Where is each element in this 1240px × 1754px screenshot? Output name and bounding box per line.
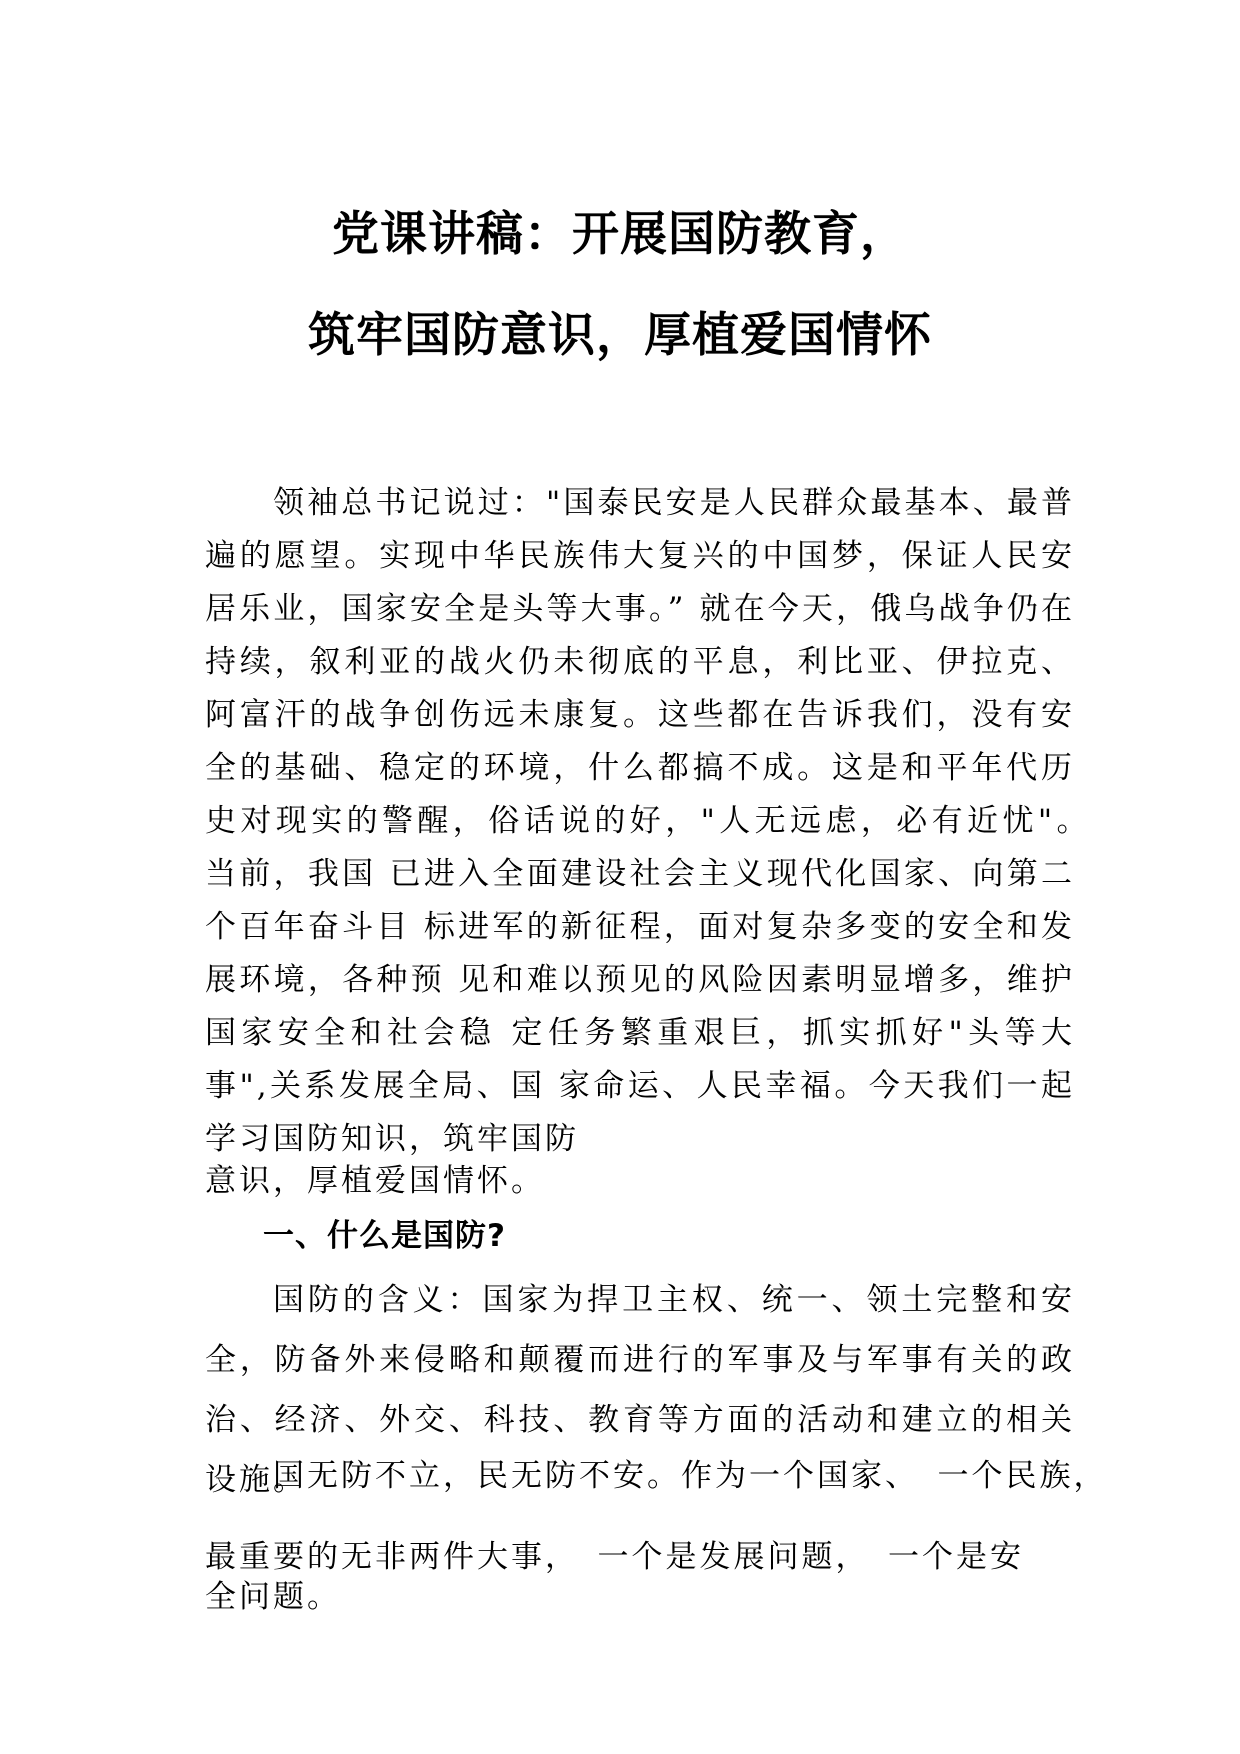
document-title-line-2: 筑牢国防意识，厚植爱国情怀	[308, 308, 932, 363]
importance-paragraph-tail: 最重要的无非两件大事， 一个是发展问题， 一个是安全问题。	[205, 1539, 1024, 1615]
intro-paragraph-tail: 意识，厚植爱国情怀。	[205, 1163, 545, 1199]
document-title-line-1: 党课讲稿：开展国防教育，	[332, 207, 908, 262]
importance-paragraph: 国无防不立，民无防不安。作为一个国家、 一个民族，	[273, 1458, 1108, 1494]
section-heading-what-is-national-defense: 一、什么是国防?	[263, 1218, 506, 1254]
definition-paragraph: 国防的含义：国家为捍卫主权、统一、领土完整和安全，防备外来侵略和颠覆而进行的军事及与军事有关的政治、经济、外交、科技、教育等方面的活动和建立的相关设施。	[205, 1282, 1075, 1498]
intro-paragraph: 领袖总书记说过："国泰民安是人民群众最基本、最普遍的愿望。实现中华民族伟大复兴的中国梦，保证人民安居乐业，国家安全是头等大事。” 就在今天，俄乌战争仍在持续，叙利亚的战火仍未彻底的平息，利比亚、伊拉克、阿富汗的战争创伤远未康复。这些都在告诉我们，没有安全的基础、稳定的环境，什么都搞不成。这是和平年代历史对现实的警醒，俗话说的好，"人无远虑，必有近忧"。 当前，我国 已进入全面建设社会主义现代化国家、向第二个百年奋斗目 标进军的新征程，面对复杂多变的安全和发展环境，各种预 见和难以预见的风险因素明显增多，维护国家安全和社会稳 定任务繁重艰巨，抓实抓好"头等大事",关系发展全局、国 家命运、人民幸福。今天我们一起学习国防知识，筑牢国防	[205, 485, 1109, 1157]
